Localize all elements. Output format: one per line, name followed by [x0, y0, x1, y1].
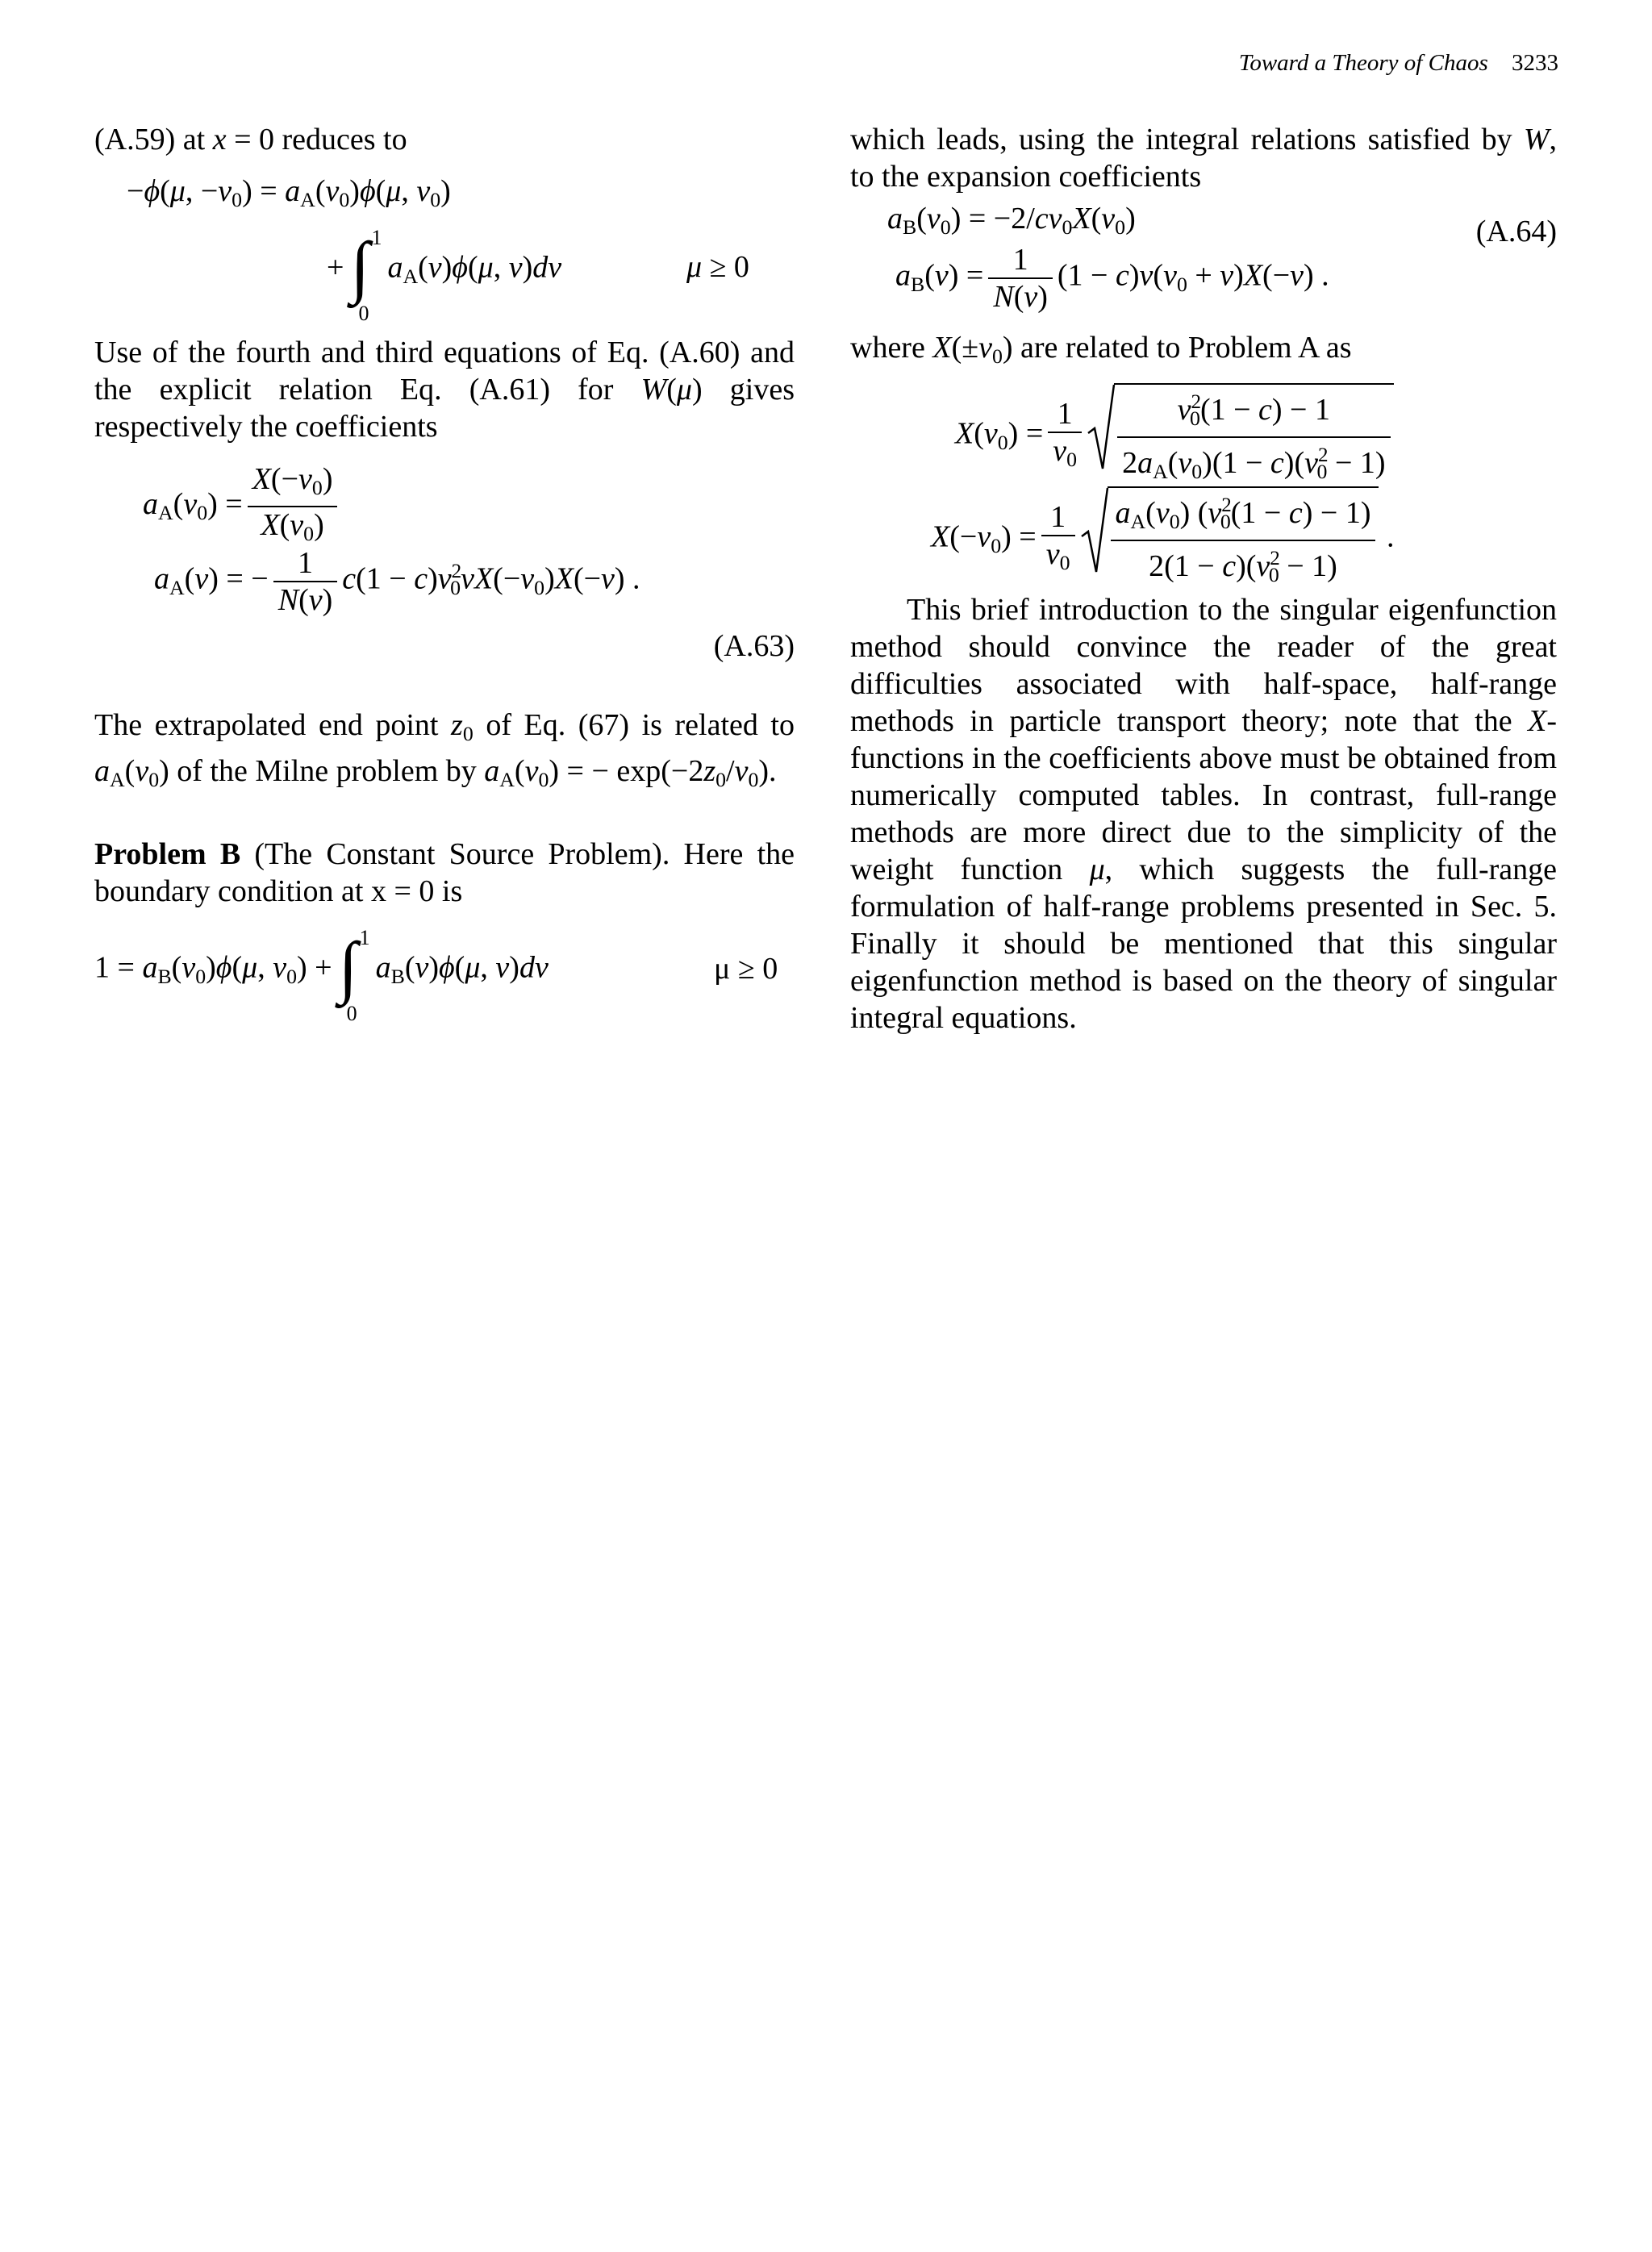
equation-a64-number: (A.64) [1475, 215, 1557, 248]
equation-a64-line2: $a_B(\nu)$ = $\frac{1}{N(\nu)}$ $(1 - c)\nu(\nu_0 + \nu)X(-\nu)$ . [895, 243, 1329, 314]
page-number: 3233 [1512, 50, 1558, 76]
equation-a59-condition: μ ≥ 0 [686, 250, 749, 284]
square-root: $\frac{a_A(\nu_0) (\nu^2_0(1 - c) - 1)}{2(1 - c)(\nu^2_0 - 1)}$ [1080, 486, 1379, 593]
right-paragraph-3: This brief introduction to the singular eigenfunction method should convince the reader of the great difficulties associated with half-space, half-range methods in particle transport theory; note that the X-functions in the coefficients above must be obtained from numerically computed tables. In contrast, full-range methods are more direct due to the simplicity of the weight function μ, which suggests the full-range formulation of half-range problems presented in Sec. 5. Finally it should be mentioned that this singular eigenfunction method is based on the theory of singular integral equations. [850, 593, 1558, 1036]
equation-a63 [94, 461, 795, 679]
equation-a59-line2: + ∫ 1 0 $a_A(\nu)\phi(\mu$, ν)dν [327, 226, 562, 325]
equation-x-functions [850, 383, 1557, 585]
right-paragraph-1: which leads, using the integral relations satisfied by W, to the expansion coefficients [850, 123, 1557, 194]
equation-x-nu0: $X(\nu_0)$ = $\frac{1}{\nu_0}$ $\frac{\nu^2_0(1 - c) - 1}{2a_A(\nu_0)(1 - c)(\nu^2_0 - 1)}$ [955, 383, 1394, 490]
left-paragraph-2: The extrapolated end point $z_0$ of Eq. (67) is related to $a_A(\nu_0)$ of the Milne problem by $a_A(\nu_0)$ = − $\exp(-2z_0/\nu_0)$. [94, 708, 795, 792]
left-paragraph-1: Use of the fourth and third equations of Eq. (A.60) and the explicit relation Eq. (A.61) for W(μ) gives respectively the coefficients [94, 336, 795, 444]
left-column [94, 121, 795, 1026]
equation-a63-line2: $a_A(\nu)$ = − $\frac{1}{N(\nu)}$ $c(1 - c)\nu^2_0\nu X(-\nu_0)X(-\nu)$ . [154, 546, 640, 617]
equation-problem-b-body: $1 = a_B(\nu_0)\phi(\mu$, $\nu_0$) + ∫ 1 0 $a_B(\nu)\phi(\mu$, ν)dν [94, 926, 549, 1026]
equation-a64 [850, 200, 1557, 321]
equation-a64-line1: $a_B(\nu_0) = -2/c\nu_0X(v_0)$ [887, 202, 1136, 240]
right-column [850, 121, 1557, 1036]
equation-a63-number: (A.63) [713, 629, 795, 663]
page-header [1239, 48, 1558, 78]
intro-text: (A.59) at x = 0 reduces to [94, 123, 407, 156]
equation-a63-line1: $a_A(\nu_0)$ = $\frac{X(-\nu_0)}{X(v_0)}$ [143, 461, 342, 552]
equation-x-minus-nu0: $X(-\nu_0)$ = $\frac{1}{\nu_0}$ $\frac{a_A(\nu_0) (\nu^2_0(1 - c) - 1)}{2(1 - c)(\nu^2_0 - 1)}$ . [931, 486, 1394, 593]
integral-sign: ∫ 1 0 [350, 226, 382, 325]
square-root: $\frac{\nu^2_0(1 - c) - 1}{2a_A(\nu_0)(1 - c)(\nu^2_0 - 1)}$ [1087, 383, 1393, 490]
problem-b-paragraph [94, 836, 795, 910]
equation-problem-b-condition: μ ≥ 0 [714, 952, 778, 986]
problem-b-text: (The Constant Source Problem). Here the boundary condition at x = 0 is [94, 837, 795, 909]
equation-a59 [94, 173, 795, 325]
equation-a59-line1: −ϕ(μ, $-\nu_0) = a_A(\nu_0)\phi(\mu$, $\nu_0$) [127, 174, 451, 212]
running-title: Toward a Theory of Chaos [1238, 50, 1488, 76]
right-paragraph-2: where $X(\pm\nu_0)$ are related to Problem A as [850, 331, 1352, 369]
equation-problem-b [94, 926, 795, 1026]
integral-sign: ∫ 1 0 [338, 926, 370, 1026]
problem-b-title: Problem B [94, 837, 241, 872]
